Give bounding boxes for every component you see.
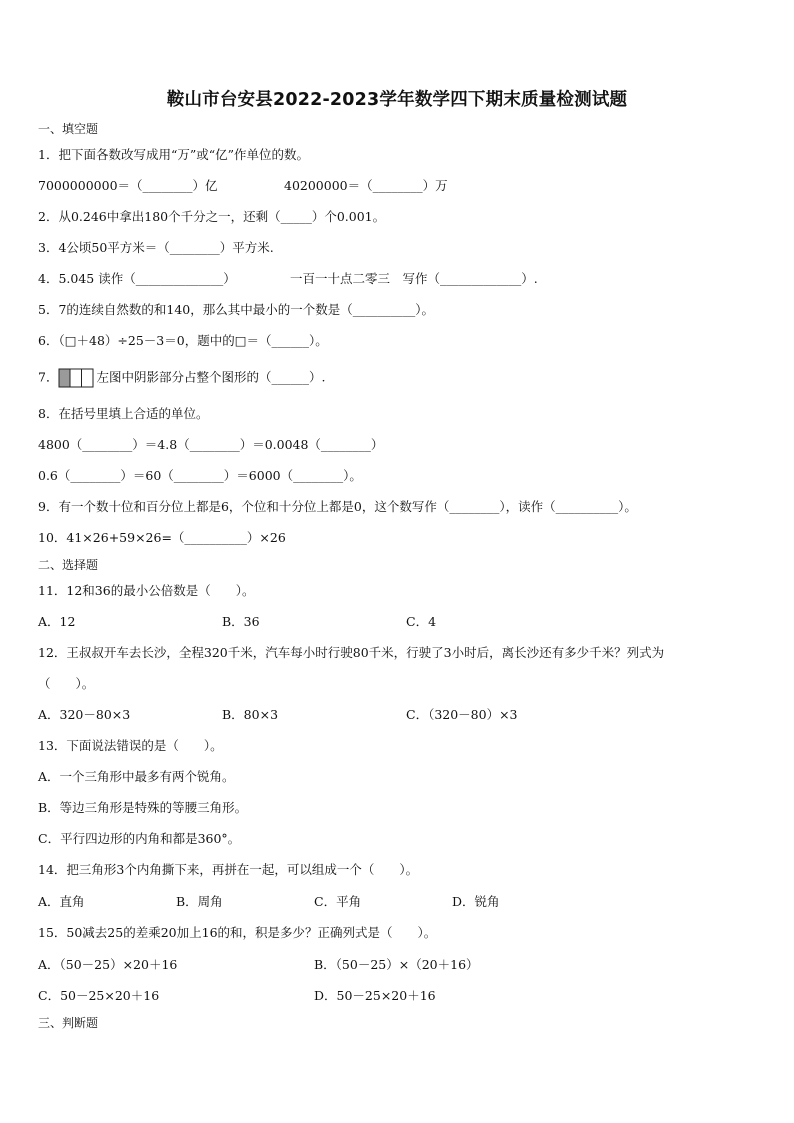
question-12-stem-line-1: 12．王叔叔开车去长沙，全程320千米，汽车每小时行驶80千米，行驶了3小时后，离长沙还有多少千米？列式为 bbox=[38, 645, 665, 660]
question-15-stem: 15．50减去25的差乘20加上16的和，积是多少？正确列式是（ ）。 bbox=[38, 925, 437, 940]
question-8-row-2: 0.6（________）＝60（________）＝6000（________）。 bbox=[38, 468, 362, 483]
question-11-stem: 11．12和36的最小公倍数是（ ）。 bbox=[38, 583, 255, 598]
question-15-option-c: C．50－25×20＋16 bbox=[38, 988, 160, 1003]
shaded-rectangle-svg bbox=[58, 368, 94, 388]
question-11-option-c: C．4 bbox=[406, 614, 437, 629]
question-7-text: 左图中阴影部分占整个图形的（______）. bbox=[96, 369, 326, 385]
question-15-option-a: A．（50－25）×20＋16 bbox=[38, 957, 178, 972]
question-3: 3．4公顷50平方米＝（________）平方米. bbox=[38, 240, 274, 255]
question-7-number: 7． bbox=[38, 369, 59, 385]
question-14-stem: 14．把三角形3个内角撕下来，再拼在一起，可以组成一个（ ）。 bbox=[38, 862, 419, 877]
question-4-left: 4．5.045 读作（______________） bbox=[38, 271, 236, 286]
question-12-option-b: B．80×3 bbox=[222, 707, 279, 722]
question-2: 2．从0.246中拿出180个千分之一，还剩（_____）个0.001。 bbox=[38, 209, 386, 224]
question-13-option-b: B．等边三角形是特殊的等腰三角形。 bbox=[38, 800, 248, 815]
question-4-right: 一百一十点二零三 写作（_____________）. bbox=[290, 271, 538, 286]
question-10: 10．41×26+59×26=（__________）×26 bbox=[38, 530, 286, 545]
question-11-option-b: B．36 bbox=[222, 614, 260, 629]
section-heading-fill-blank: 一、填空题 bbox=[38, 122, 99, 136]
question-8-row-1: 4800（________）＝4.8（________）＝0.0048（________） bbox=[38, 437, 384, 452]
question-1-right: 40200000＝（________）万 bbox=[284, 178, 448, 193]
question-9: 9．有一个数十位和百分位上都是6，个位和十分位上都是0，这个数写作（________），读作（__________）。 bbox=[38, 499, 637, 514]
question-12-option-a: A．320－80×3 bbox=[38, 707, 131, 722]
question-14-option-c: C．平角 bbox=[314, 894, 362, 909]
question-7 bbox=[38, 368, 325, 388]
question-12-option-c: C．（320－80）×3 bbox=[406, 707, 518, 722]
page-title: 鞍山市台安县2022-2023学年数学四下期末质量检测试题 bbox=[166, 90, 628, 110]
question-14-option-d: D．锐角 bbox=[452, 894, 500, 909]
section-heading-multiple-choice: 二、选择题 bbox=[38, 558, 99, 572]
question-6: 6．（□＋48）÷25－3＝0，题中的□＝（______）。 bbox=[38, 333, 328, 348]
question-15-option-d: D．50－25×20＋16 bbox=[314, 988, 436, 1003]
question-14-option-a: A．直角 bbox=[38, 894, 85, 909]
question-1-left: 7000000000＝（________）亿 bbox=[38, 178, 218, 193]
shaded-part bbox=[59, 369, 70, 387]
question-1-stem: 1．把下面各数改写成用“万”或“亿”作单位的数。 bbox=[38, 147, 310, 162]
question-12-stem-line-2: （ ）。 bbox=[38, 676, 95, 691]
section-heading-true-false: 三、判断题 bbox=[38, 1016, 99, 1030]
shaded-rectangle-figure bbox=[58, 368, 94, 388]
question-13-option-c: C．平行四边形的内角和都是360°。 bbox=[38, 831, 241, 846]
question-14-option-b: B．周角 bbox=[176, 894, 223, 909]
question-13-option-a: A．一个三角形中最多有两个锐角。 bbox=[38, 769, 235, 784]
question-13-stem: 13．下面说法错误的是（ ）。 bbox=[38, 738, 223, 753]
question-11-option-a: A．12 bbox=[38, 614, 76, 629]
question-5: 5．7的连续自然数的和140，那么其中最小的一个数是（__________）。 bbox=[38, 302, 435, 317]
question-15-option-b: B．（50－25）×（20＋16） bbox=[314, 957, 479, 972]
question-8-stem: 8．在括号里填上合适的单位。 bbox=[38, 406, 209, 421]
